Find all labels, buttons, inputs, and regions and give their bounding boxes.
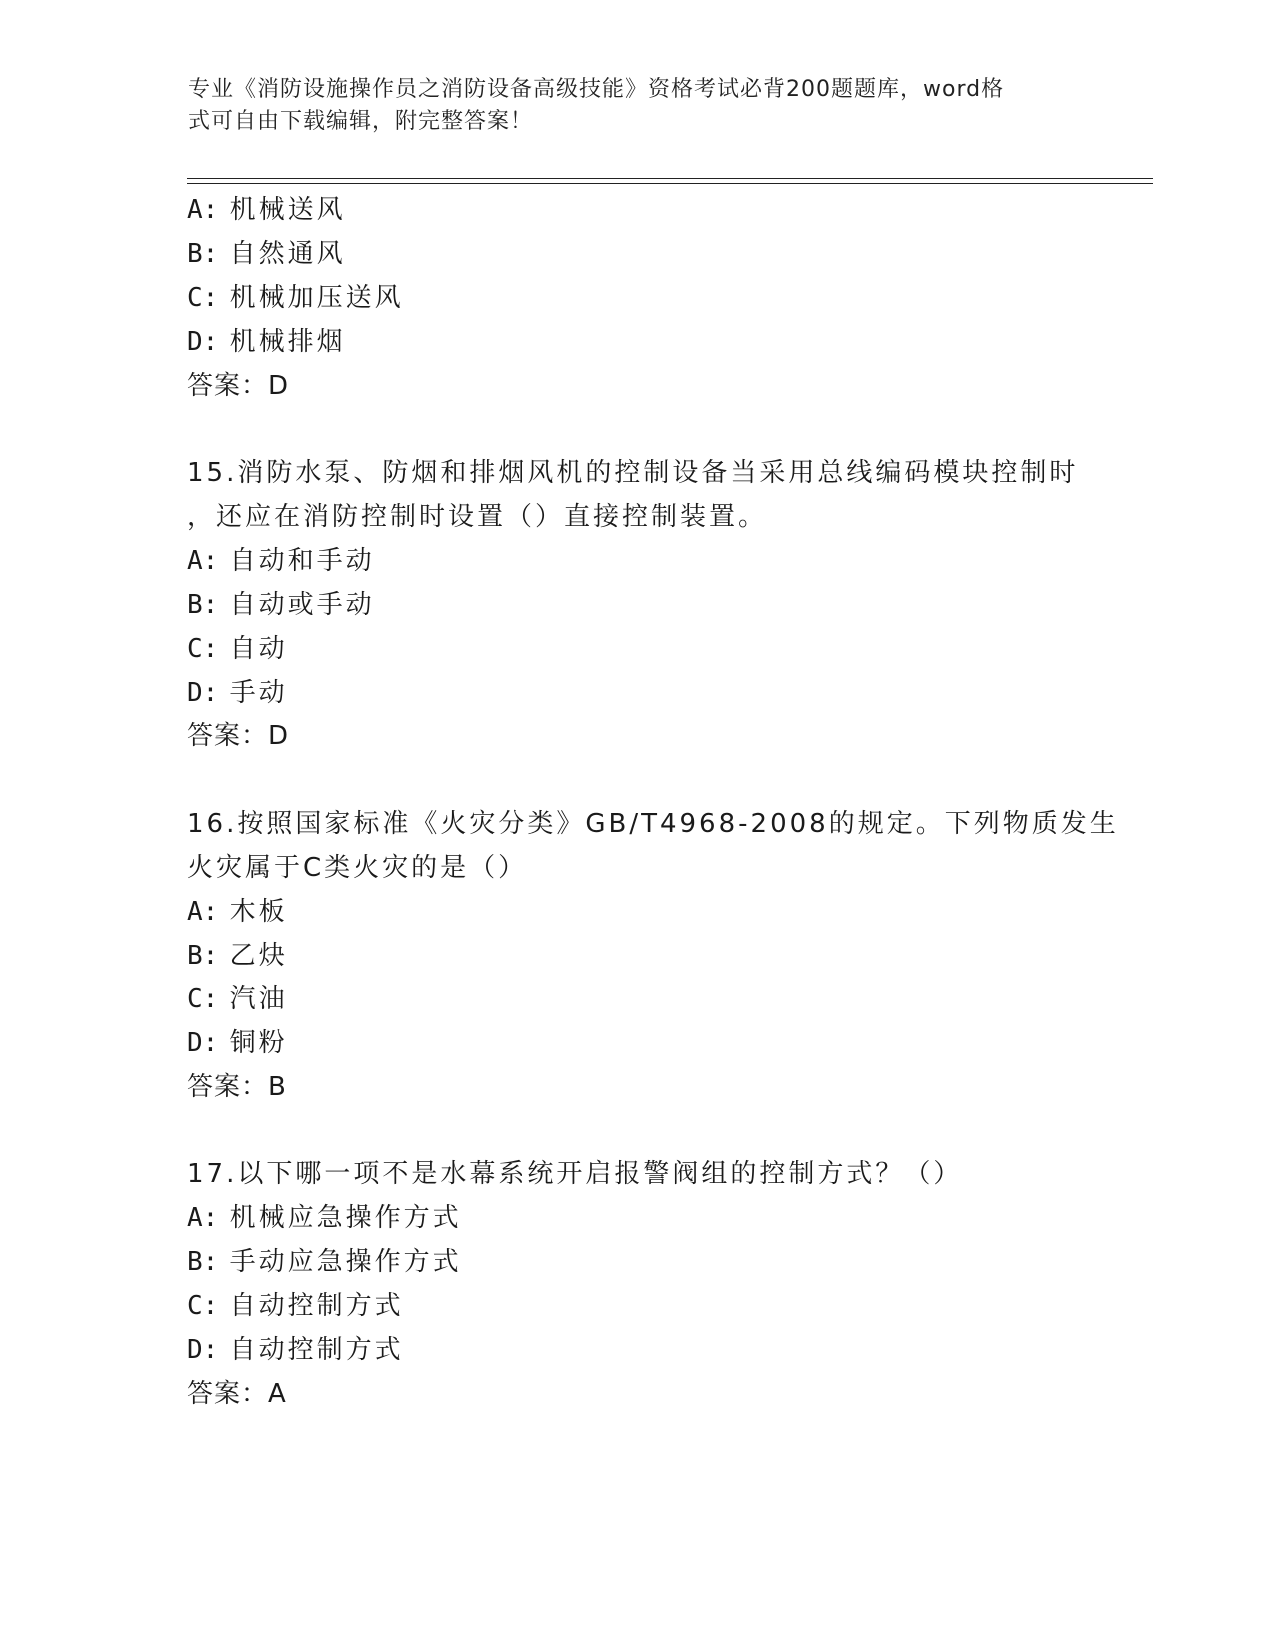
q16-option-d-text: 铜粉: [229, 1028, 288, 1058]
q16-option-b-text: 乙炔: [229, 941, 288, 971]
q17-option-a: A: 机械应急操作方式: [187, 1203, 462, 1233]
header-divider-top: [187, 178, 1153, 179]
q16-stem-line-2: 火灾属于C类火灾的是（）: [187, 853, 528, 883]
q14-option-a: A: 机械送风: [187, 195, 346, 225]
q16-option-d: D: 铜粉: [187, 1028, 288, 1058]
q15-option-c: C: 自动: [187, 634, 288, 664]
q16-answer: [187, 1070, 287, 1104]
q14-answer: [187, 369, 289, 403]
q17-option-b: B: 手动应急操作方式: [187, 1247, 462, 1277]
q16-option-a-text: 木板: [229, 897, 288, 927]
q15-stem-line-1: 15.消防水泵、防烟和排烟风机的控制设备当采用总线编码模块控制时: [187, 458, 1079, 488]
q14-option-d-text: 机械排烟: [229, 327, 346, 357]
q17-option-c-text: 自动控制方式: [229, 1291, 404, 1321]
q16-option-b: B: 乙炔: [187, 941, 288, 971]
q15-option-b: B: 自动或手动: [187, 590, 375, 620]
header-line-1: 专业《消防设施操作员之消防设备高级技能》资格考试必背200题题库，word格: [188, 77, 1005, 102]
q16-stem-line-1: 16.按照国家标准《火灾分类》GB/T4968-2008的规定。下列物质发生: [187, 809, 1119, 839]
q17-option-d: D: 自动控制方式: [187, 1335, 404, 1365]
q15-option-c-text: 自动: [229, 634, 288, 664]
q15-option-a: A: 自动和手动: [187, 546, 375, 576]
q16-answer-label: 答案：: [187, 1072, 269, 1102]
q17-stem-line-1: 17.以下哪一项不是水幕系统开启报警阀组的控制方式？（）: [187, 1159, 963, 1189]
q14-option-b-text: 自然通风: [229, 239, 346, 269]
q15-option-d-text: 手动: [229, 678, 288, 708]
document-header: [188, 74, 1088, 138]
q15-answer: [187, 719, 289, 753]
q15-answer-label: 答案：: [187, 721, 269, 751]
q17-option-b-text: 手动应急操作方式: [229, 1247, 462, 1277]
q17-answer-value: A: [268, 1379, 287, 1409]
q14-option-d: D: 机械排烟: [187, 327, 346, 357]
header-line-2: 式可自由下载编辑，附完整答案！: [188, 109, 534, 134]
q16-option-a: A: 木板: [187, 897, 288, 927]
q15-option-b-text: 自动或手动: [229, 590, 375, 620]
q17-answer: [187, 1377, 287, 1411]
q17-option-c: C: 自动控制方式: [187, 1291, 404, 1321]
q17-option-a-text: 机械应急操作方式: [229, 1203, 462, 1233]
q14-option-c-text: 机械加压送风: [229, 283, 404, 313]
q17-answer-label: 答案：: [187, 1379, 269, 1409]
q15-option-d: D: 手动: [187, 678, 288, 708]
q16-answer-value: B: [268, 1072, 287, 1102]
q15-option-a-text: 自动和手动: [229, 546, 375, 576]
q16-option-c-text: 汽油: [229, 984, 288, 1014]
q16-option-c: C: 汽油: [187, 984, 288, 1014]
q14-option-b: B: 自然通风: [187, 239, 346, 269]
q14-option-a-text: 机械送风: [229, 195, 346, 225]
q14-answer-value: D: [268, 371, 290, 401]
q15-answer-value: D: [268, 721, 290, 751]
q17-option-d-text: 自动控制方式: [229, 1335, 404, 1365]
q14-answer-label: 答案：: [187, 371, 269, 401]
q15-stem-line-2: ，还应在消防控制时设置（）直接控制装置。: [187, 502, 768, 532]
header-divider-bottom: [187, 183, 1153, 184]
q14-option-c: C: 机械加压送风: [187, 283, 404, 313]
